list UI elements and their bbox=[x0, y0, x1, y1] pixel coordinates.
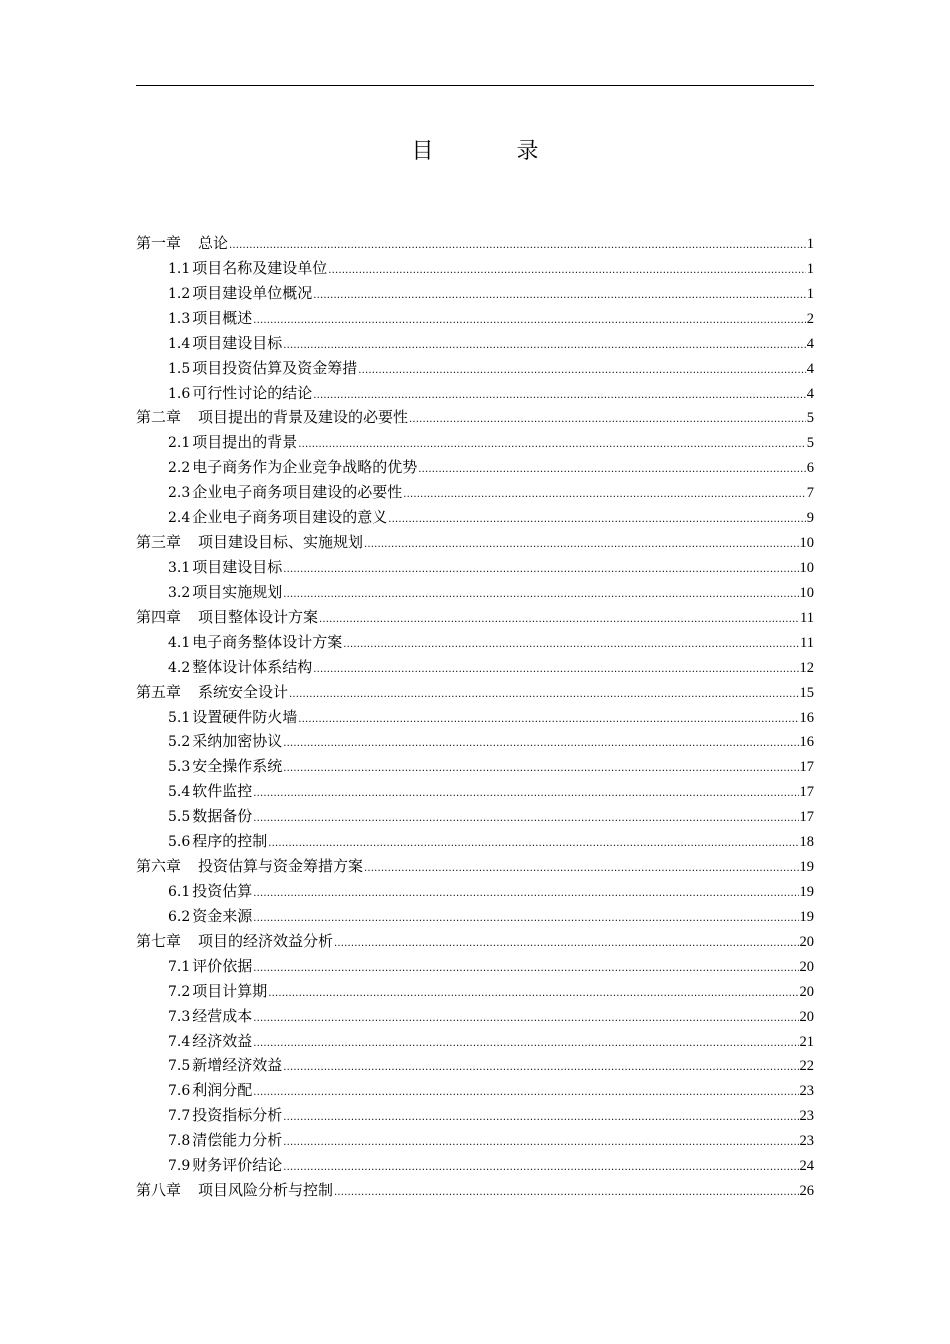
toc-entry-number: 4.2 bbox=[168, 659, 191, 676]
toc-section-entry[interactable] bbox=[136, 904, 814, 929]
toc-dot-leader bbox=[364, 533, 798, 558]
toc-entry-number: 7.6 bbox=[168, 1083, 191, 1100]
toc-entry-title: 经济效益 bbox=[192, 1031, 253, 1050]
toc-entry-title: 财务评价结论 bbox=[192, 1156, 283, 1175]
toc-dot-leader bbox=[283, 334, 805, 359]
toc-page-number: 17 bbox=[799, 784, 814, 801]
toc-page-number: 23 bbox=[799, 1083, 814, 1100]
toc-page-number: 9 bbox=[806, 510, 814, 527]
toc-entry-number: 第七章 bbox=[136, 931, 182, 950]
toc-entry-number: 5.1 bbox=[168, 709, 191, 726]
toc-chapter-entry[interactable] bbox=[136, 854, 814, 879]
toc-entry-title: 可行性讨论的结论 bbox=[192, 383, 313, 402]
table-of-contents bbox=[136, 231, 814, 1203]
toc-page-number: 26 bbox=[799, 1183, 814, 1200]
toc-dot-leader bbox=[283, 1056, 798, 1081]
toc-entry-number: 1.3 bbox=[168, 310, 191, 327]
toc-entry-title: 资金来源 bbox=[192, 906, 253, 925]
toc-entry-number: 第六章 bbox=[136, 857, 182, 876]
toc-entry-title: 清偿能力分析 bbox=[192, 1131, 283, 1150]
toc-section-entry[interactable] bbox=[136, 430, 814, 455]
toc-page-number: 10 bbox=[799, 584, 814, 601]
toc-entry-number: 7.1 bbox=[168, 958, 191, 975]
toc-entry-number: 5.6 bbox=[168, 834, 191, 851]
toc-dot-leader bbox=[298, 708, 798, 733]
toc-page-number: 20 bbox=[799, 983, 814, 1000]
toc-page-number: 20 bbox=[799, 1008, 814, 1025]
toc-entry-title: 项目名称及建设单位 bbox=[192, 258, 328, 277]
toc-dot-leader bbox=[283, 1106, 798, 1131]
toc-entry-number: 2.1 bbox=[168, 435, 191, 452]
toc-page-number: 19 bbox=[799, 859, 814, 876]
toc-section-entry[interactable] bbox=[136, 655, 814, 680]
toc-entry-number: 7.4 bbox=[168, 1033, 191, 1050]
toc-page-number: 16 bbox=[799, 734, 814, 751]
toc-section-entry[interactable] bbox=[136, 829, 814, 854]
toc-page-number: 24 bbox=[799, 1158, 814, 1175]
toc-chapter-entry[interactable] bbox=[136, 1178, 814, 1203]
toc-entry-title: 软件监控 bbox=[192, 782, 253, 801]
toc-entry-number: 7.3 bbox=[168, 1008, 191, 1025]
toc-entry-title: 经营成本 bbox=[192, 1006, 253, 1025]
toc-page-number: 20 bbox=[799, 933, 814, 950]
toc-entry-number: 1.1 bbox=[168, 260, 191, 277]
toc-chapter-entry[interactable] bbox=[136, 530, 814, 555]
header-rule bbox=[136, 85, 814, 86]
toc-page-number: 19 bbox=[799, 883, 814, 900]
toc-entry-title: 项目概述 bbox=[192, 308, 253, 327]
toc-entry-title: 项目整体设计方案 bbox=[198, 607, 319, 626]
toc-dot-leader bbox=[418, 458, 805, 483]
toc-section-entry[interactable] bbox=[136, 356, 814, 381]
toc-entry-number: 5.3 bbox=[168, 759, 191, 776]
toc-entry-number: 第八章 bbox=[136, 1181, 182, 1200]
toc-section-entry[interactable] bbox=[136, 480, 814, 505]
toc-section-entry[interactable] bbox=[136, 455, 814, 480]
toc-entry-title: 企业电子商务项目建设的意义 bbox=[192, 508, 388, 527]
toc-page-number: 1 bbox=[806, 285, 814, 302]
toc-section-entry[interactable] bbox=[136, 879, 814, 904]
toc-section-entry[interactable] bbox=[136, 281, 814, 306]
toc-entry-title: 投资估算与资金筹措方案 bbox=[198, 857, 364, 876]
toc-dot-leader bbox=[283, 1131, 798, 1156]
toc-dot-leader bbox=[253, 882, 798, 907]
toc-entry-title: 总论 bbox=[198, 234, 229, 252]
toc-entry-number: 5.5 bbox=[168, 809, 191, 826]
toc-entry-number: 1.6 bbox=[168, 385, 191, 402]
toc-section-entry[interactable] bbox=[136, 580, 814, 605]
toc-page-number: 16 bbox=[799, 709, 814, 726]
toc-dot-leader bbox=[319, 608, 799, 633]
toc-section-entry[interactable] bbox=[136, 1153, 814, 1178]
toc-dot-leader bbox=[358, 359, 805, 384]
toc-entry-title: 投资指标分析 bbox=[192, 1106, 283, 1125]
toc-entry-title: 项目提出的背景及建设的必要性 bbox=[198, 408, 409, 427]
toc-dot-leader bbox=[253, 1081, 798, 1106]
toc-entry-number: 7.7 bbox=[168, 1108, 191, 1125]
toc-entry-title: 数据备份 bbox=[192, 807, 253, 826]
toc-dot-leader bbox=[268, 982, 798, 1007]
toc-entry-title: 程序的控制 bbox=[192, 832, 268, 851]
toc-chapter-entry[interactable] bbox=[136, 605, 814, 630]
toc-entry-title: 系统安全设计 bbox=[198, 682, 289, 701]
toc-page-number: 2 bbox=[806, 310, 814, 327]
toc-dot-leader bbox=[253, 1032, 798, 1057]
toc-entry-number: 第一章 bbox=[136, 234, 182, 252]
toc-entry-title: 采纳加密协议 bbox=[192, 732, 283, 751]
toc-dot-leader bbox=[283, 757, 798, 782]
toc-entry-number: 第四章 bbox=[136, 607, 182, 626]
toc-section-entry[interactable] bbox=[136, 779, 814, 804]
toc-entry-title: 项目建设目标 bbox=[192, 557, 283, 576]
toc-entry-number: 第三章 bbox=[136, 533, 182, 552]
toc-entry-number: 3.2 bbox=[168, 584, 191, 601]
toc-entry-title: 企业电子商务项目建设的必要性 bbox=[192, 483, 403, 502]
toc-section-entry[interactable] bbox=[136, 331, 814, 356]
toc-entry-title: 项目建设单位概况 bbox=[192, 283, 313, 302]
toc-entry-title: 项目实施规划 bbox=[192, 582, 283, 601]
toc-page-number: 5 bbox=[806, 410, 814, 427]
toc-page-number: 18 bbox=[799, 834, 814, 851]
toc-section-entry[interactable] bbox=[136, 729, 814, 754]
toc-entry-number: 第二章 bbox=[136, 408, 182, 427]
toc-section-entry[interactable] bbox=[136, 630, 814, 655]
toc-entry-number: 5.4 bbox=[168, 784, 191, 801]
toc-page-number: 11 bbox=[800, 634, 814, 651]
toc-page-number: 15 bbox=[799, 684, 814, 701]
toc-chapter-entry[interactable] bbox=[136, 405, 814, 430]
toc-entry-title: 项目投资估算及资金筹措 bbox=[192, 358, 358, 377]
toc-section-entry[interactable] bbox=[136, 555, 814, 580]
toc-entry-title: 电子商务整体设计方案 bbox=[192, 632, 343, 651]
toc-dot-leader bbox=[253, 782, 798, 807]
toc-page-number: 7 bbox=[806, 485, 814, 502]
toc-page-number: 17 bbox=[799, 759, 814, 776]
toc-section-entry[interactable] bbox=[136, 804, 814, 829]
toc-page-number: 19 bbox=[799, 908, 814, 925]
toc-chapter-entry[interactable] bbox=[136, 680, 814, 705]
toc-section-entry[interactable] bbox=[136, 1004, 814, 1029]
toc-section-entry[interactable] bbox=[136, 754, 814, 779]
toc-entry-title: 项目提出的背景 bbox=[192, 433, 298, 452]
toc-entry-title: 新增经济效益 bbox=[192, 1056, 283, 1075]
toc-section-entry[interactable] bbox=[136, 1029, 814, 1054]
toc-entry-number: 7.5 bbox=[168, 1058, 191, 1075]
toc-chapter-entry[interactable] bbox=[136, 231, 814, 256]
toc-dot-leader bbox=[283, 1156, 798, 1181]
toc-entry-title: 利润分配 bbox=[192, 1081, 253, 1100]
toc-section-entry[interactable] bbox=[136, 256, 814, 281]
toc-page-number: 4 bbox=[806, 335, 814, 352]
toc-entry-title: 评价依据 bbox=[192, 956, 253, 975]
toc-entry-number: 1.4 bbox=[168, 335, 191, 352]
toc-section-entry[interactable] bbox=[136, 979, 814, 1004]
toc-entry-number: 1.2 bbox=[168, 285, 191, 302]
toc-entry-title: 项目建设目标 bbox=[192, 333, 283, 352]
toc-entry-number: 5.2 bbox=[168, 734, 191, 751]
toc-dot-leader bbox=[253, 957, 798, 982]
toc-entry-title: 项目计算期 bbox=[192, 981, 268, 1000]
toc-entry-number: 2.2 bbox=[168, 460, 191, 477]
toc-page-number: 12 bbox=[799, 659, 814, 676]
toc-dot-leader bbox=[283, 732, 798, 757]
toc-dot-leader bbox=[283, 583, 798, 608]
toc-section-entry[interactable] bbox=[136, 1128, 814, 1153]
toc-entry-number: 4.1 bbox=[168, 634, 191, 651]
toc-page-number: 4 bbox=[806, 360, 814, 377]
toc-entry-title: 投资估算 bbox=[192, 881, 253, 900]
toc-dot-leader bbox=[283, 558, 798, 583]
toc-entry-title: 电子商务作为企业竞争战略的优势 bbox=[192, 458, 418, 477]
toc-dot-leader bbox=[388, 508, 805, 533]
toc-section-entry[interactable] bbox=[136, 381, 814, 406]
toc-dot-leader bbox=[409, 408, 806, 433]
toc-dot-leader bbox=[313, 658, 798, 683]
toc-dot-leader bbox=[334, 1181, 798, 1206]
toc-page-number: 10 bbox=[799, 535, 814, 552]
toc-page-number: 11 bbox=[800, 609, 814, 626]
toc-section-entry[interactable] bbox=[136, 1103, 814, 1128]
toc-page-number: 10 bbox=[799, 559, 814, 576]
toc-entry-number: 6.1 bbox=[168, 883, 191, 900]
toc-dot-leader bbox=[334, 932, 798, 957]
toc-page-number: 1 bbox=[806, 260, 814, 277]
toc-entry-number: 1.5 bbox=[168, 360, 191, 377]
toc-entry-number: 7.2 bbox=[168, 983, 191, 1000]
toc-page-number: 5 bbox=[806, 435, 814, 452]
toc-entry-title: 设置硬件防火墙 bbox=[192, 707, 298, 726]
toc-entry-number: 第五章 bbox=[136, 682, 182, 701]
toc-page-number: 21 bbox=[799, 1033, 814, 1050]
toc-chapter-entry[interactable] bbox=[136, 929, 814, 954]
toc-page-number: 17 bbox=[799, 809, 814, 826]
toc-entry-title: 项目的经济效益分析 bbox=[198, 931, 334, 950]
toc-dot-leader bbox=[253, 807, 798, 832]
page-title: 目 录 bbox=[411, 139, 577, 164]
toc-entry-title: 项目建设目标、实施规划 bbox=[198, 533, 364, 552]
toc-dot-leader bbox=[253, 907, 798, 932]
toc-dot-leader bbox=[328, 259, 805, 284]
toc-dot-leader bbox=[364, 857, 798, 882]
toc-entry-number: 3.1 bbox=[168, 559, 191, 576]
toc-section-entry[interactable] bbox=[136, 954, 814, 979]
toc-page-number: 4 bbox=[806, 385, 814, 402]
toc-page-number: 6 bbox=[806, 460, 814, 477]
toc-dot-leader bbox=[343, 633, 799, 658]
toc-dot-leader bbox=[313, 284, 805, 309]
toc-entry-number: 2.4 bbox=[168, 510, 191, 527]
toc-entry-number: 7.9 bbox=[168, 1158, 191, 1175]
toc-section-entry[interactable] bbox=[136, 1078, 814, 1103]
toc-dot-leader bbox=[253, 1007, 798, 1032]
toc-section-entry[interactable] bbox=[136, 505, 814, 530]
toc-entry-title: 安全操作系统 bbox=[192, 757, 283, 776]
toc-section-entry[interactable] bbox=[136, 705, 814, 730]
toc-entry-title: 整体设计体系结构 bbox=[192, 657, 313, 676]
toc-page-number: 20 bbox=[799, 958, 814, 975]
toc-page-number: 1 bbox=[806, 236, 814, 252]
toc-page-number: 23 bbox=[799, 1133, 814, 1150]
toc-dot-leader bbox=[253, 309, 805, 334]
toc-dot-leader bbox=[289, 683, 798, 708]
toc-entry-number: 6.2 bbox=[168, 908, 191, 925]
toc-page-number: 22 bbox=[799, 1058, 814, 1075]
toc-section-entry[interactable] bbox=[136, 306, 814, 331]
toc-section-entry[interactable] bbox=[136, 1053, 814, 1078]
toc-entry-title: 项目风险分析与控制 bbox=[198, 1181, 334, 1200]
toc-dot-leader bbox=[403, 483, 805, 508]
toc-entry-number: 2.3 bbox=[168, 485, 191, 502]
toc-entry-number: 7.8 bbox=[168, 1133, 191, 1150]
toc-page-number: 23 bbox=[799, 1108, 814, 1125]
